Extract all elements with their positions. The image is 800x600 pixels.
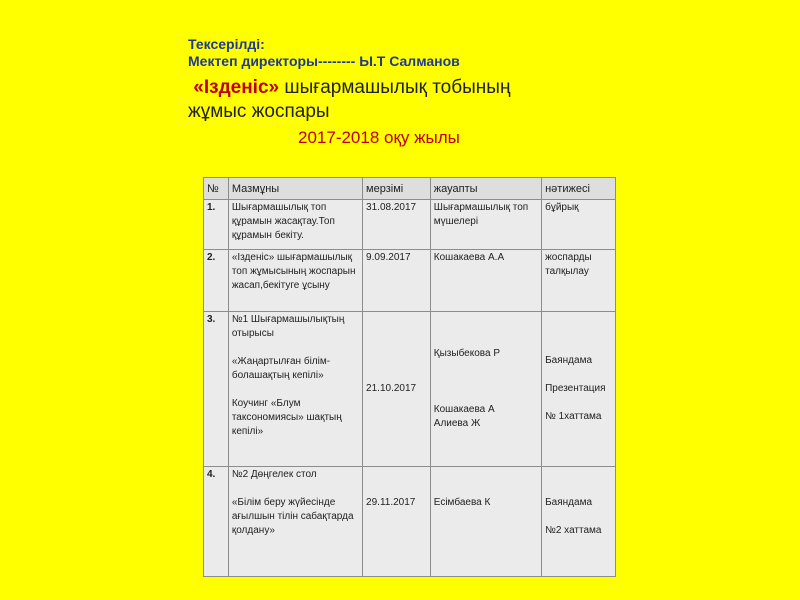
row-number: 3. <box>204 312 229 467</box>
responsible-person: Кошакаева А <box>433 404 495 415</box>
meeting-title: №1 Шығармашылықтың отырысы <box>231 314 345 339</box>
row-content: «Ізденіс» шығармашылық топ жұмысының жоспарын жасап,бекітуге ұсыну <box>228 250 362 312</box>
row-result: бұйрық <box>542 200 616 250</box>
header-responsible: жауапты <box>430 178 541 200</box>
table-row <box>204 312 616 467</box>
row-result <box>542 312 616 467</box>
responsible-person: Есімбаева К <box>433 497 491 508</box>
result-item: №2 хаттама <box>545 525 602 536</box>
row-responsible: Кошакаева А.А <box>430 250 541 312</box>
row-content: Шығармашылық топ құрамын жасақтау.Топ құрамын бекіту. <box>228 200 362 250</box>
table-header-row <box>204 178 616 200</box>
coaching-topic: Коучинг «Блум таксономиясы» шақтың кепілі» <box>231 398 342 437</box>
group-name: «Ізденіс» <box>193 77 280 98</box>
date-value: 29.11.2017 <box>366 497 416 508</box>
row-number: 1. <box>204 200 229 250</box>
row-date: 21.10.2017 <box>363 312 431 467</box>
table-row <box>204 250 616 312</box>
document-title <box>188 76 748 124</box>
table-row <box>204 200 616 250</box>
roundtable-title: №2 Дөңгелек стол <box>231 469 317 480</box>
header-date: мерзімі <box>363 178 431 200</box>
row-responsible <box>430 467 541 577</box>
header-content: Мазмұны <box>228 178 362 200</box>
approval-line-1: Тексерілді: <box>188 36 265 52</box>
roundtable-topic: «Білім беру жүйесінде ағылшын тілін сабақтарда қолдану» <box>231 497 354 536</box>
row-date: 31.08.2017 <box>363 200 431 250</box>
row-number: 2. <box>204 250 229 312</box>
row-result: жоспарды талқылау <box>542 250 616 312</box>
result-item: Презентация <box>545 383 606 394</box>
responsible-person: Қызыбекова Р <box>433 348 501 359</box>
row-responsible: Шығармашылық топ мүшелері <box>430 200 541 250</box>
title-rest-1: шығармашылық тобының <box>279 77 511 98</box>
result-item: Баяндама <box>545 355 593 366</box>
row-result <box>542 467 616 577</box>
row-content <box>228 312 362 467</box>
result-item: Баяндама <box>545 497 593 508</box>
row-number: 4. <box>204 467 229 577</box>
header-number: № <box>204 178 229 200</box>
academic-year: 2017-2018 оқу жылы <box>298 128 460 147</box>
work-plan-table <box>203 177 616 577</box>
row-date: 9.09.2017 <box>363 250 431 312</box>
responsible-person: Алиева Ж <box>433 418 481 429</box>
row-date <box>363 467 431 577</box>
row-content <box>228 467 362 577</box>
approval-line-2: Мектеп директоры-------- Ы.Т Салманов <box>188 53 460 69</box>
result-item: № 1хаттама <box>545 411 602 422</box>
row-responsible <box>430 312 541 467</box>
header-result: нәтижесі <box>542 178 616 200</box>
meeting-topic: «Жаңартылған білім-болашақтың кепілі» <box>231 356 331 381</box>
table-row <box>204 467 616 577</box>
document-header <box>188 36 748 148</box>
title-line-2: жұмыс жоспары <box>188 101 330 122</box>
